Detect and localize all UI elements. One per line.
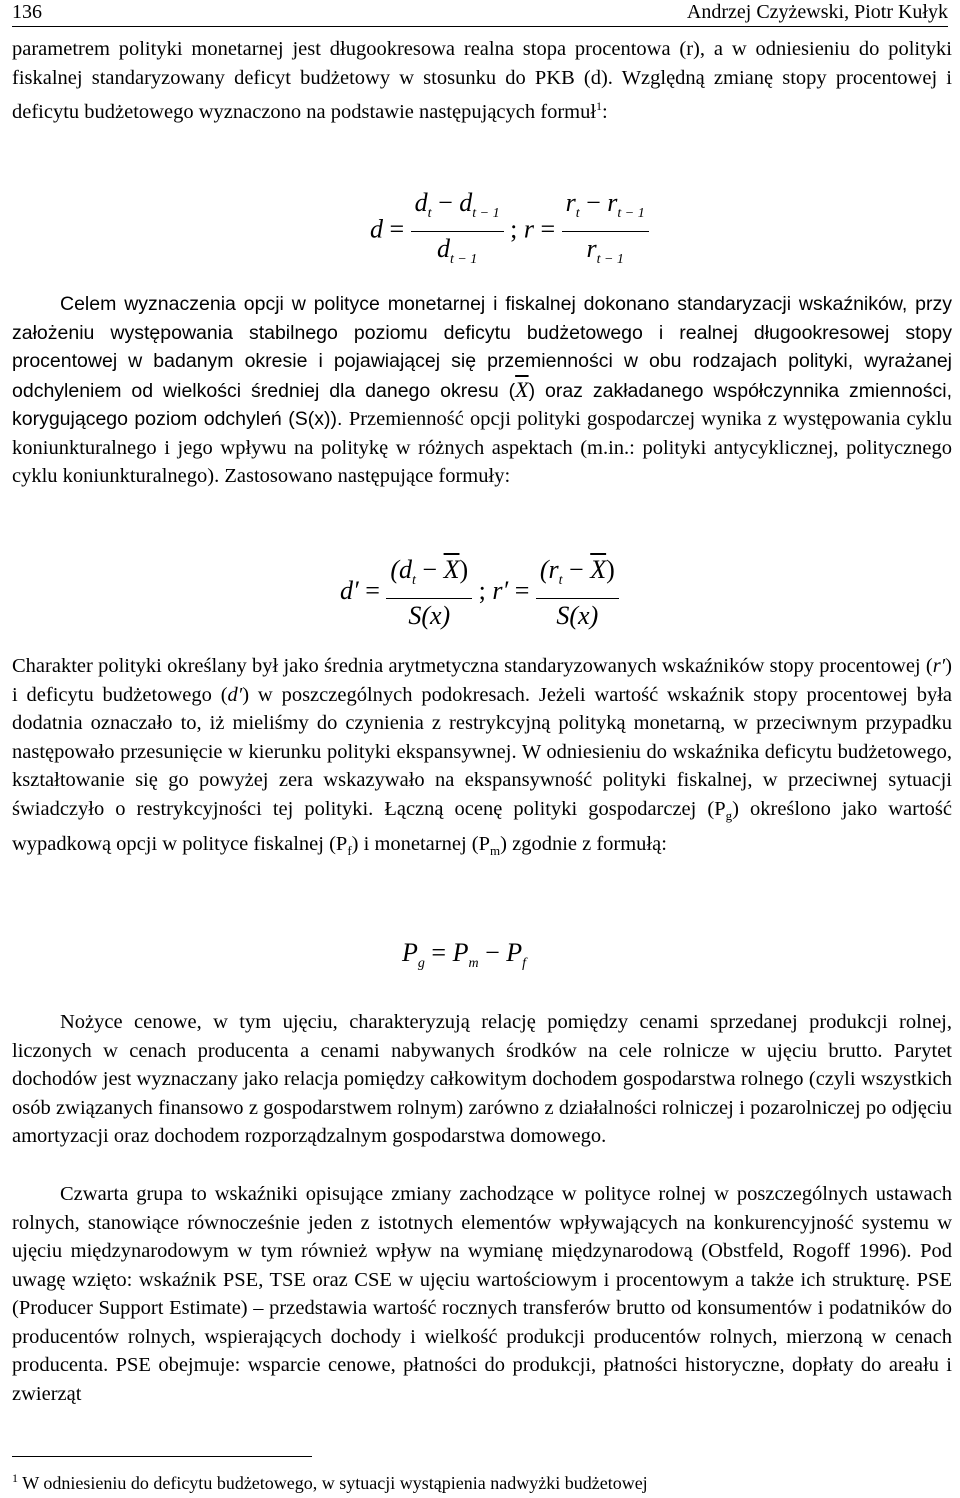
fraction2-d-denominator: S(x): [408, 601, 451, 631]
paragraph-3-f: ) zgodnie z formułą:: [500, 833, 667, 856]
paragraph-2-c: Przemienność opcji polityki gospodarczej wynika z występowania cyklu koniunkturalnego i jego wpływu na politykę w różnych aspektach (m.in.: polityki antycyklicznej, politycznego cyklu koniunkturalnego). Zastosowano następujące formuły:: [12, 408, 952, 487]
paragraph-1-tail: :: [602, 100, 608, 123]
pg-sub: g: [725, 807, 733, 823]
paragraph-3-d: ) określono jako wartość wypadkową opcji w polityce fiskalnej (P: [12, 797, 952, 856]
num-rt1-sub: t − 1: [617, 206, 645, 222]
paragraph-4: Nożyce cenowe, w tym ujęciu, charakteryzują relację pomiędzy cenami sprzedanej produkcji rolnej, liczonych w cenach producenta a cenami nabywanych środków na cele rolnicze w ujęciu brutto. Parytet dochodów jest wyznaczany jako relacja pomiędzy całkowitym dochodem gospodarstwa rolnego (czyli wszystkich osób związanych finansowo z gospodarstwem rolnym) zarówno z działalności rolniczej i pozarolniczej po odjęciu amortyzacji oraz dochodem rozporządzalnym gospodarstwa domowego.: [12, 1011, 952, 1147]
paragraph-5: Czwarta grupa to wskaźniki opisujące zmiany zachodzące w polityce rolnej w poszczególnych ustawach rolnych, stanowiące równocześnie jeden z istotnych elementów wpływających na konkurencyjność systemu w ujęciu międzynarodowym w tym również wpływ na wymianę międzynarodową (Obstfeld, Rogoff 1996). Pod uwagę wzięto: wskaźnik PSE, TSE oraz CSE w ujęciu wartościowym i procentowym a także ich strukturę. PSE (Producer Support Estimate) – przedstawia wartość rocznych transferów brutto od konsumentów i podatników do producentów rolnych, wspierających dochody i wielkość produkcji producentów rolnych, mierzoną w cenach producenta. PSE obejmuje: wsparcie cenowe, płatności do produkcji, płatności historyczne, dopłaty do areału i zwierząt: [12, 1183, 952, 1405]
num-dt-sub: t: [427, 206, 432, 222]
num-rt1: r: [607, 188, 618, 217]
paragraph-1: [12, 35, 952, 126]
header-authors: Andrzej Czyżewski, Piotr Kułyk: [686, 1, 948, 23]
paragraph-3-b: ) i deficytu budżetowego (: [12, 655, 952, 706]
f2-r-xbar: $\overline{X}$: [590, 555, 607, 584]
formula2-sep: ;: [478, 576, 486, 606]
fraction-r-numerator: [562, 188, 649, 232]
f3-p1: P: [402, 938, 418, 967]
formula2-fraction-r: [536, 555, 619, 631]
f2-close: ): [459, 555, 469, 584]
fraction2-d-numerator: [386, 555, 472, 599]
num-r-minus: −: [586, 188, 601, 217]
den-dt1-sub: t − 1: [449, 252, 478, 268]
num-rt: r: [565, 188, 576, 217]
fraction2-r-numerator: [536, 555, 619, 599]
formula2-dprime: d′: [340, 576, 359, 606]
formula2-eq: =: [365, 576, 380, 606]
f3-eq: =: [431, 938, 447, 967]
pf-sub: f: [347, 843, 352, 859]
fraction-r-denominator: [562, 232, 649, 275]
f3-f: f: [522, 956, 527, 972]
paragraph-1-text: parametrem polityki monetarnej jest długookresowa realna stopa procentowa (r), a w odniesieniu do polityki fiskalnej standaryzowany deficyt budżetowy w stosunku do PKB (d). Względną zmianę stopy procentowej i deficytu budżetowego wyznaczono na podstawie następujących formuł: [12, 38, 952, 123]
formula-standardization: [340, 555, 619, 631]
rprime-inline: r′: [932, 655, 946, 677]
paragraph-2-b: ) oraz zakładanego współczynnika zmienności, korygującego poziom odchyleń (S(x)).: [12, 379, 953, 430]
footnote-text: W odniesieniu do deficytu budżetowego, w sytuacji wystąpienia nadwyżki budżetowej: [22, 1473, 648, 1493]
fraction2-r-denominator: S(x): [556, 601, 599, 631]
den-dt1: d: [436, 234, 450, 264]
paragraph-3: [12, 652, 952, 866]
formula1-d: d: [370, 214, 383, 244]
f3-p2: P: [452, 938, 469, 967]
formula1-eq: =: [389, 214, 405, 244]
paragraph-2: [12, 290, 952, 491]
footnote-number: 1: [12, 1471, 18, 1485]
formula1-eq2: =: [540, 214, 556, 244]
f2-xbar: $\overline{X}$: [443, 555, 460, 584]
xbar-symbol: $\overline{X}$: [515, 376, 529, 402]
formula2-rprime: r′: [492, 576, 509, 606]
paragraph-2-a: Celem wyznaczenia opcji w polityce monetarnej i fiskalnej dokonano standaryzacji wskaźników, przy założeniu występowania stabilnego poziomu deficytu budżetowego i realnej długookresowej stopy procentowej w badanym okresie i pojawiającej się przemienności w obu rodzajach polityki, wyrażanej odchyleniem od wielkości średniej dla danego okresu (: [12, 293, 952, 402]
page-number: 136: [12, 1, 42, 23]
num-dt1: d: [459, 188, 473, 217]
f3-m: m: [468, 956, 479, 972]
formula1-sep: ;: [510, 214, 518, 244]
den-rt1: r: [586, 234, 597, 264]
num-dt1-sub: t − 1: [472, 206, 500, 222]
footnote-rule: [12, 1456, 312, 1457]
den-rt1-sub: t − 1: [596, 252, 624, 268]
f2-num-r-sub: t: [558, 573, 563, 589]
footnote: [12, 1466, 648, 1495]
f3-p3: P: [506, 938, 523, 967]
f3-g: g: [417, 956, 425, 972]
f2-num-d-sub: t: [412, 573, 416, 589]
formula2-fraction-d: [386, 555, 472, 631]
footnote-ref: 1: [596, 99, 603, 113]
f2-r-close: ): [606, 555, 615, 584]
fraction-d-numerator: [411, 188, 504, 232]
f2-r-minus: −: [569, 555, 584, 584]
f2-num-r: (r: [539, 555, 559, 584]
formula1-r: r: [523, 214, 534, 244]
formula-relative-change: [370, 188, 649, 275]
paragraph-3-c: ) w poszczególnych podokresach. Jeżeli wartość wskaźnik stopy procentowej była dodatnia oznaczało to, iż mieliśmy do czynienia z restrykcyjną polityką monetarną, w przeciwnym przypadku następowało przesunięcie w kierunku polityki ekspansywnej. W odniesieniu do wskaźnika deficytu budżetowego, kształtowanie się go powyżej zera wskazywało na ekspansywność polityki fiskalnej, w przeciwnej sytuacji świadczyło o restrykcyjności tej polityki. Łączną ocenę polityki gospodarczej (P: [12, 683, 952, 820]
formula2-eq2: =: [514, 576, 530, 606]
fraction-d-denominator: [411, 232, 504, 275]
f2-minus: −: [422, 555, 438, 584]
paragraph-3-a: Charakter polityki określany był jako średnia arytmetyczna standaryzowanych wskaźników stopy procentowej (: [12, 655, 933, 677]
running-header: [12, 0, 948, 27]
num-minus: −: [438, 188, 453, 217]
num-rt-sub: t: [575, 206, 580, 222]
formula1-fraction-d: [411, 188, 504, 275]
pm-sub: m: [490, 843, 501, 859]
formula1-fraction-r: [562, 188, 649, 275]
f2-num-d: (d: [390, 555, 413, 584]
paragraph-3-e: ) i monetarnej (P: [351, 833, 491, 856]
dprime-inline: d′: [227, 683, 243, 706]
num-dt: d: [414, 188, 428, 217]
f3-minus: −: [485, 938, 500, 967]
formula-policy-evaluation: [402, 938, 526, 979]
